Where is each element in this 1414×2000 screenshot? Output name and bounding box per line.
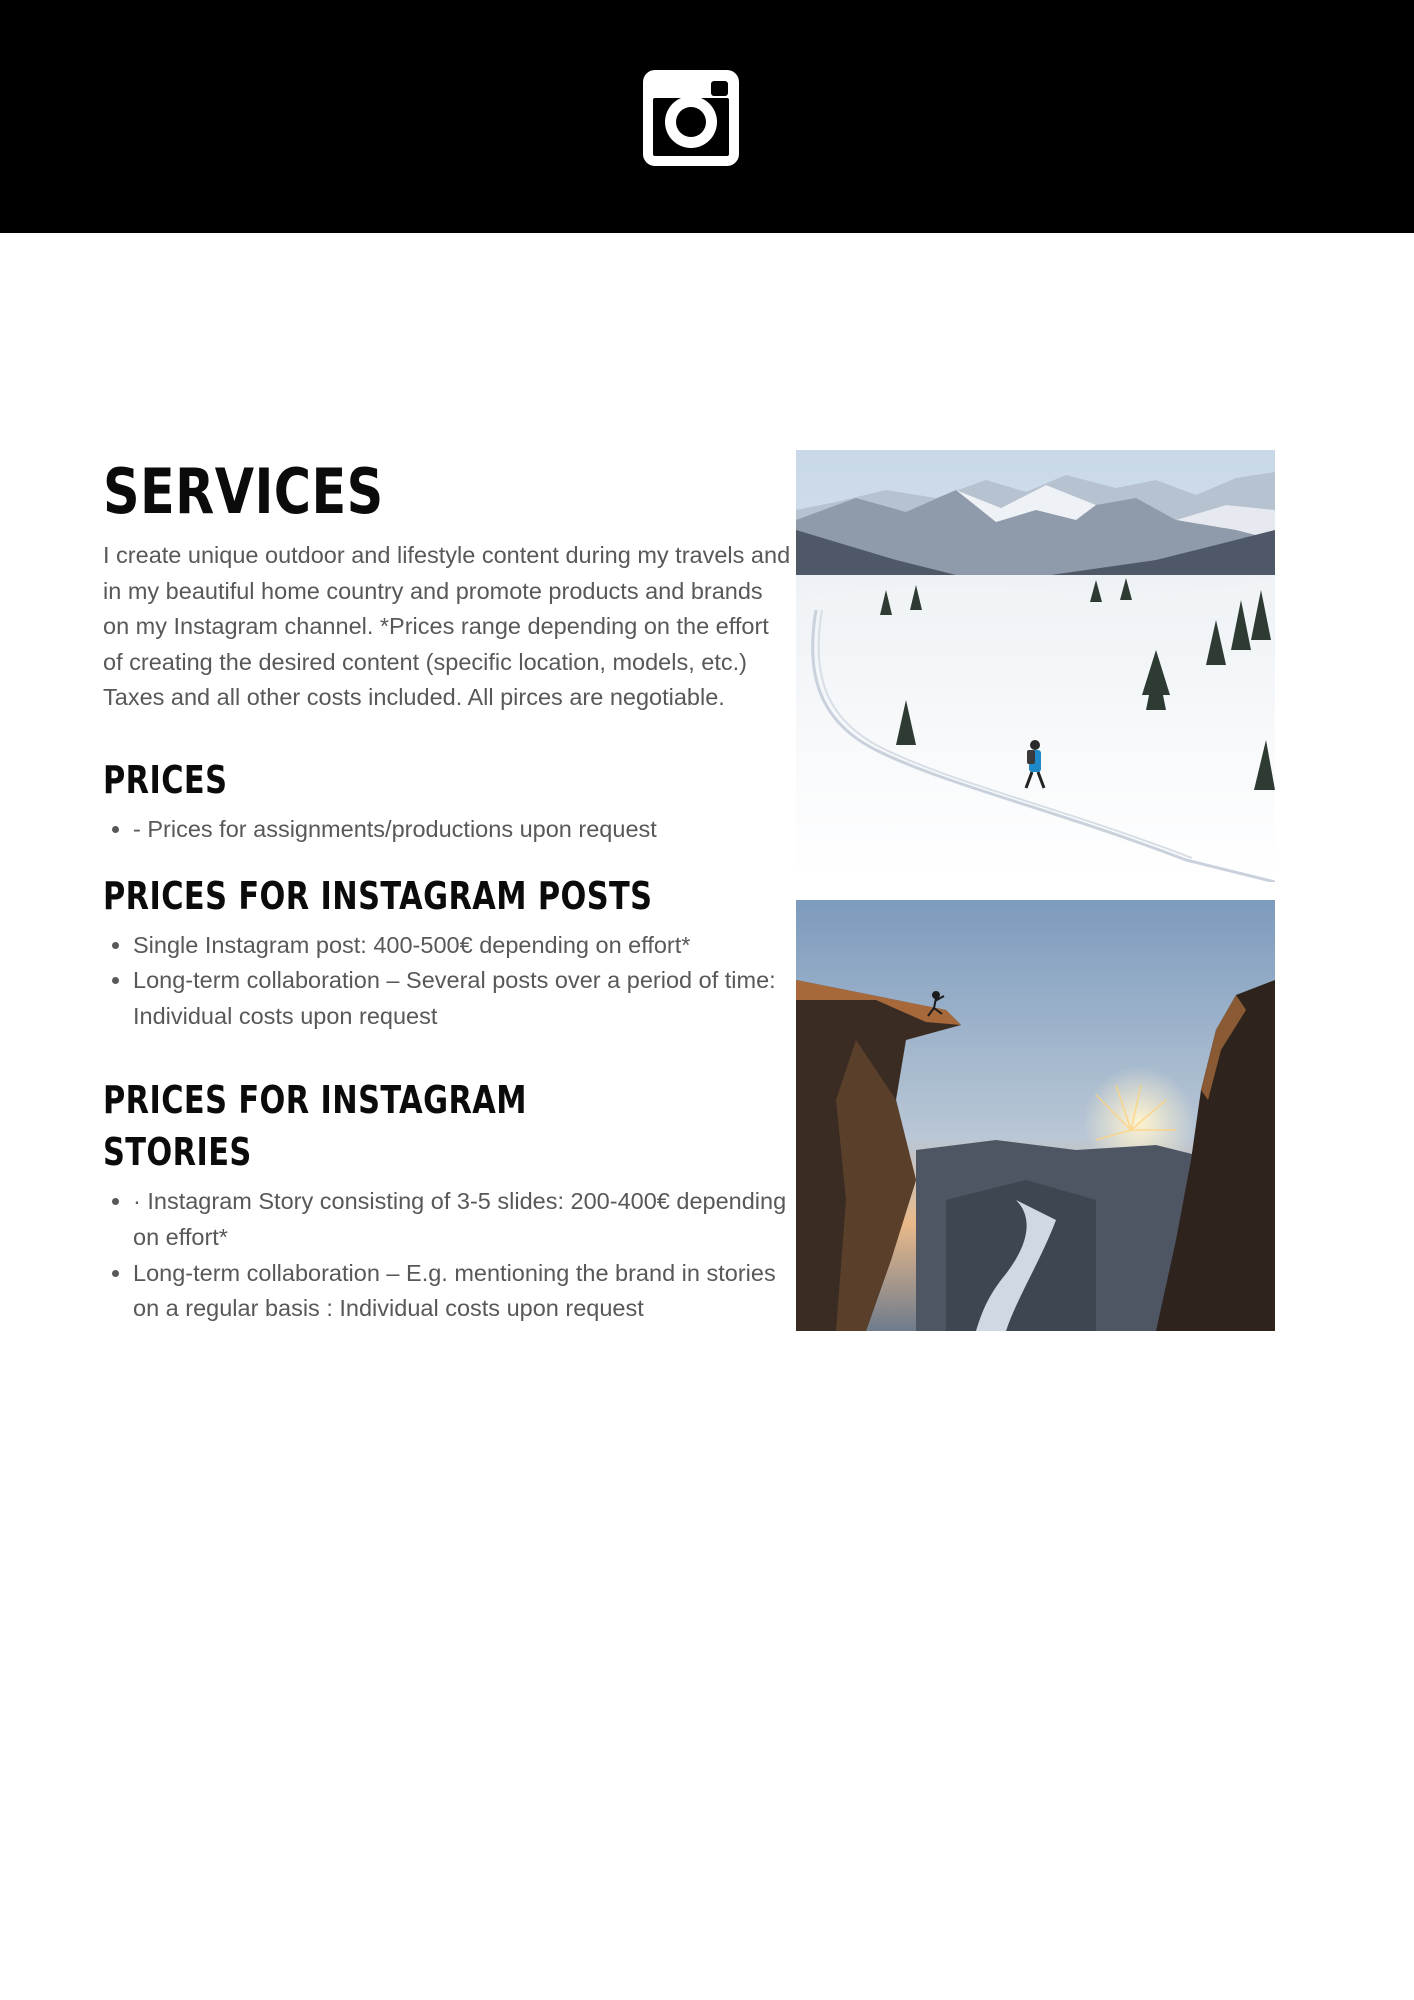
list-item: • · Instagram Story consisting of 3-5 slides: 200-400€ depending on effort*: [133, 1184, 793, 1255]
instagram-posts-section: [103, 870, 793, 1035]
prices-section: [103, 754, 793, 848]
list-item: • Single Instagram post: 400-500€ depending on effort*: [133, 928, 793, 964]
section-heading-instagram-posts: PRICES FOR INSTAGRAM POSTS: [103, 873, 653, 918]
section-heading-prices: PRICES: [103, 757, 228, 802]
instagram-stories-list: [103, 1184, 793, 1326]
services-column: [103, 450, 793, 1327]
intro-paragraph: I create unique outdoor and lifestyle content during my travels and in my beautiful home country and promote products and brands on my Instagram channel. *Prices range depending on the effort of creating the desired content (specific location, models, etc.) Taxes and all other costs included. All pirces are negotiable.: [103, 542, 791, 711]
page-header: [0, 0, 1414, 233]
instagram-icon: [643, 70, 739, 166]
prices-list: [103, 812, 793, 848]
cliff-sunset-photo: [796, 900, 1275, 1331]
section-heading-instagram-stories: PRICES FOR INSTAGRAM STORIES: [103, 1078, 527, 1175]
list-item: • Long-term collaboration – E.g. mentioning the brand in stories on a regular basis : Individual costs upon request: [133, 1256, 793, 1327]
instagram-stories-section: [103, 1074, 793, 1326]
page-title: SERVICES: [103, 455, 384, 528]
list-item: • - Prices for assignments/productions upon request: [133, 812, 793, 848]
instagram-posts-list: [103, 928, 793, 1035]
list-item: • Long-term collaboration – Several posts over a period of time: Individual costs upon request: [133, 963, 793, 1034]
snow-hiker-photo: [796, 450, 1275, 882]
